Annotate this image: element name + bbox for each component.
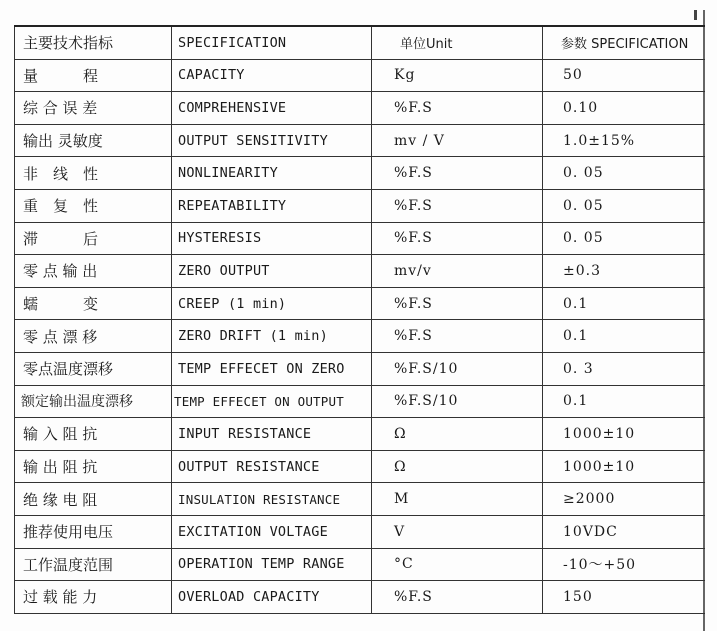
row-value: 0. 05 — [543, 157, 705, 190]
table-row — [15, 287, 705, 320]
row-cn: 蠕 变 — [15, 287, 172, 320]
header-en: SPECIFICATION — [172, 26, 372, 59]
row-unit: %F.S — [372, 92, 543, 125]
table-row — [15, 124, 705, 157]
row-value: 0.1 — [543, 320, 705, 353]
row-unit: %F.S — [372, 287, 543, 320]
row-cn: 额定输出温度漂移 — [15, 385, 172, 418]
row-unit: Ω — [372, 418, 543, 451]
row-unit: %F.S — [372, 157, 543, 190]
row-unit: Kg — [372, 59, 543, 92]
row-en: NONLINEARITY — [172, 157, 372, 190]
row-en: CAPACITY — [172, 59, 372, 92]
table-header-row — [15, 26, 705, 59]
row-value: 50 — [543, 59, 705, 92]
row-unit: %F.S/10 — [372, 385, 543, 418]
scan-edge-mark — [694, 10, 697, 20]
row-cn: 工作温度范围 — [15, 548, 172, 581]
row-unit: %F.S — [372, 581, 543, 614]
row-value: 1000±10 — [543, 418, 705, 451]
row-value: 0. 3 — [543, 352, 705, 385]
table-row — [15, 352, 705, 385]
row-cn: 重 复 性 — [15, 189, 172, 222]
table-row — [15, 189, 705, 222]
row-unit: V — [372, 515, 543, 548]
row-cn: 输 出 阻 抗 — [15, 450, 172, 483]
row-unit: °C — [372, 548, 543, 581]
row-value: ±0.3 — [543, 255, 705, 288]
row-value: -10～+50 — [543, 548, 705, 581]
row-cn: 推荐使用电压 — [15, 515, 172, 548]
row-en: ZERO OUTPUT — [172, 255, 372, 288]
row-value: 150 — [543, 581, 705, 614]
table-row — [15, 483, 705, 516]
row-en: CREEP (1 min) — [172, 287, 372, 320]
row-unit: %F.S — [372, 189, 543, 222]
table-row — [15, 59, 705, 92]
row-unit: %F.S/10 — [372, 352, 543, 385]
row-en: TEMP EFFECET ON OUTPUT — [172, 385, 372, 418]
row-en: OVERLOAD CAPACITY — [172, 581, 372, 614]
table-row — [15, 385, 705, 418]
row-unit: Ω — [372, 450, 543, 483]
row-cn: 零点温度漂移 — [15, 352, 172, 385]
row-cn: 输出 灵敏度 — [15, 124, 172, 157]
row-en: INPUT RESISTANCE — [172, 418, 372, 451]
row-en: ZERO DRIFT (1 min) — [172, 320, 372, 353]
row-en: EXCITATION VOLTAGE — [172, 515, 372, 548]
row-en: OUTPUT RESISTANCE — [172, 450, 372, 483]
table-row — [15, 157, 705, 190]
row-value: ≥2000 — [543, 483, 705, 516]
row-en: REPEATABILITY — [172, 189, 372, 222]
table-row — [15, 92, 705, 125]
table-row — [15, 548, 705, 581]
row-unit: %F.S — [372, 222, 543, 255]
row-value: 1000±10 — [543, 450, 705, 483]
row-value: 0.1 — [543, 385, 705, 418]
table-row — [15, 581, 705, 614]
row-cn: 输 入 阻 抗 — [15, 418, 172, 451]
row-value: 1.0±15% — [543, 124, 705, 157]
table-row — [15, 515, 705, 548]
table-row — [15, 450, 705, 483]
row-cn: 综 合 误 差 — [15, 92, 172, 125]
header-unit: 单位Unit — [372, 26, 543, 59]
row-cn: 零 点 输 出 — [15, 255, 172, 288]
row-value: 0. 05 — [543, 189, 705, 222]
specification-table — [14, 25, 705, 614]
row-cn: 零 点 漂 移 — [15, 320, 172, 353]
row-en: OPERATION TEMP RANGE — [172, 548, 372, 581]
row-cn: 滞 后 — [15, 222, 172, 255]
row-en: HYSTERESIS — [172, 222, 372, 255]
row-value: 0. 05 — [543, 222, 705, 255]
table-row — [15, 255, 705, 288]
row-en: OUTPUT SENSITIVITY — [172, 124, 372, 157]
header-cn: 主要技术指标 — [15, 26, 172, 59]
row-cn: 绝 缘 电 阻 — [15, 483, 172, 516]
row-unit: mv / V — [372, 124, 543, 157]
row-unit: M — [372, 483, 543, 516]
row-unit: mv/v — [372, 255, 543, 288]
row-en: TEMP EFFECET ON ZERO — [172, 352, 372, 385]
header-value: 参数 SPECIFICATION — [543, 26, 705, 59]
row-cn: 量 程 — [15, 59, 172, 92]
row-value: 0.1 — [543, 287, 705, 320]
table-row — [15, 222, 705, 255]
row-en: INSULATION RESISTANCE — [172, 483, 372, 516]
row-value: 0.10 — [543, 92, 705, 125]
row-cn: 过 载 能 力 — [15, 581, 172, 614]
row-unit: %F.S — [372, 320, 543, 353]
row-value: 10VDC — [543, 515, 705, 548]
table-row — [15, 320, 705, 353]
table-row — [15, 418, 705, 451]
row-cn: 非 线 性 — [15, 157, 172, 190]
row-en: COMPREHENSIVE — [172, 92, 372, 125]
